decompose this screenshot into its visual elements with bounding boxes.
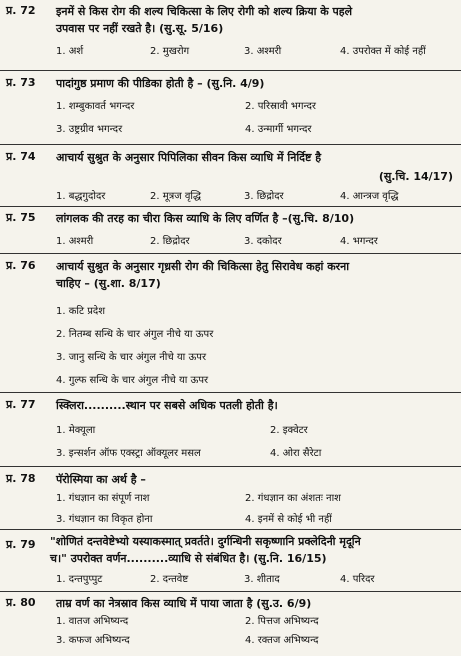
question-number: प्र. 79 — [6, 538, 36, 551]
option-1: 1. शम्बुकावर्त भगन्दर — [56, 101, 135, 112]
question-line: च।" उपरोक्त वर्णन..........व्याधि से संबंधित है। (सु.नि. 16/15) — [50, 552, 327, 565]
question-line: स्क्लिरा..........स्थान पर सबसे अधिक पतली होती है। — [56, 399, 278, 412]
question-text — [56, 3, 454, 37]
option-3: 3. शीताद — [244, 574, 280, 585]
option-2: 2. गंधज्ञान का अंशतः नाश — [245, 493, 341, 504]
option-4: 4. भगन्दर — [340, 236, 378, 247]
option-1: 1. गंधज्ञान का संपूर्ण नाश — [56, 493, 150, 504]
question-line: आचार्य सुश्रुत के अनुसार गृध्रसी रोग की चिकित्सा हेतु सिरावेध कहां करना — [56, 260, 350, 273]
option-4: 4. रक्तज अभिष्यन्द — [245, 635, 319, 646]
question-text — [56, 595, 454, 612]
option-2: 2. पित्तज अभिष्यन्द — [245, 616, 319, 627]
option-4: 4. उपरोक्त में कोई नहीं — [340, 46, 426, 57]
divider — [0, 253, 461, 254]
option-3: 3. कफज अभिष्यन्द — [56, 635, 130, 646]
question-line: "शोणितं दन्तवेष्टेभ्यो यस्याकस्मात् प्रवर्तते। दुर्गन्धिनी सकृष्णानि प्रक्लेदिनी मृदूनि — [50, 535, 361, 548]
option-2: 2. इक्वेटर — [270, 425, 308, 436]
option-4: 4. इनमें से कोई भी नहीं — [245, 514, 332, 525]
question-line: लांगलक की तरह का चीरा किस व्याधि के लिए वर्णित है –(सु.चि. 8/10) — [56, 212, 355, 225]
option-2: 2. मुखरोग — [150, 46, 190, 57]
option-1: 1. अश्मरी — [56, 236, 94, 247]
question-text — [56, 258, 454, 292]
option-3: 3. इन्सर्शन ऑफ एक्स्ट्रा ऑक्यूलर मसल — [56, 448, 201, 459]
question-line: पॅरोस्मिया का अर्थ है – — [56, 473, 146, 486]
option-1: 1. अर्श — [56, 46, 84, 57]
divider — [0, 70, 461, 71]
option-1: 1. मेक्यूला — [56, 425, 96, 436]
option-2: 2. मूत्रज वृद्धि — [150, 191, 201, 202]
question-line: आचार्य सुश्रुत के अनुसार पिपिलिका सीवन किस व्याधि में निर्दिष्ट है — [56, 151, 322, 164]
question-text — [50, 533, 455, 567]
divider — [0, 206, 461, 207]
question-number: प्र. 80 — [6, 596, 36, 609]
option-4: 4. ओरा सैरेटा — [270, 448, 322, 459]
divider — [0, 591, 461, 592]
question-text — [56, 397, 454, 414]
option-1: 1. दन्तपुप्पुट — [56, 574, 103, 585]
option-3: 3. गंधज्ञान का विकृत होना — [56, 514, 153, 525]
question-number: प्र. 77 — [6, 398, 36, 411]
option-4: 4. आन्त्रज वृद्धि — [340, 191, 399, 202]
option-3: 3. जानु सन्धि के चार अंगुल नीचे या ऊपर — [56, 352, 207, 363]
question-text — [56, 471, 454, 488]
reference: (सु.चि. 14/17) — [378, 170, 453, 183]
option-3: 3. दकोदर — [244, 236, 282, 247]
option-2: 2. नितम्ब सन्धि के चार अंगुल नीचे या ऊपर — [56, 329, 214, 340]
question-number: प्र. 73 — [6, 76, 36, 89]
option-3: 3. अश्मरी — [244, 46, 282, 57]
divider — [0, 529, 461, 530]
option-1: 1. वातज अभिष्यन्द — [56, 616, 129, 627]
question-line: चाहिए – (सु.शा. 8/17) — [56, 277, 161, 290]
option-1: 1. कटि प्रदेश — [56, 306, 106, 317]
question-line: ताम्र वर्ण का नेत्रस्राव किस व्याधि में पाया जाता है (सु.उ. 6/9) — [56, 597, 312, 610]
option-2: 2. छिद्रोदर — [150, 236, 190, 247]
option-3: 3. उष्ट्रग्रीव भगन्दर — [56, 124, 123, 135]
option-4: 4. गुल्फ सन्धि के चार अंगुल नीचे या ऊपर — [56, 375, 209, 386]
question-number: प्र. 78 — [6, 472, 36, 485]
question-line: उपवास पर नहीं रखते है। (सु.सू. 5/16) — [56, 22, 224, 35]
divider — [0, 144, 461, 145]
question-number: प्र. 76 — [6, 259, 36, 272]
question-number: प्र. 74 — [6, 150, 36, 163]
option-1: 1. बद्धगुदोदर — [56, 191, 106, 202]
question-line: इनमें से किस रोग की शल्य चिकित्सा के लिए रोगी को शल्य क्रिया के पहले — [56, 5, 353, 18]
question-text — [56, 210, 454, 227]
option-4: 4. उन्मार्गी भगन्दर — [245, 124, 312, 135]
question-number: प्र. 72 — [6, 4, 36, 17]
option-4: 4. परिदर — [340, 574, 375, 585]
option-2: 2. दन्तवेष्ट — [150, 574, 189, 585]
divider — [0, 466, 461, 467]
question-text — [56, 149, 454, 166]
question-number: प्र. 75 — [6, 211, 36, 224]
option-2: 2. परिस्रावी भगन्दर — [245, 101, 317, 112]
question-text — [56, 75, 454, 92]
question-line: पादांगुष्ठ प्रमाण की पीडिका होती है – (सु.नि. 4/9) — [56, 77, 265, 90]
divider — [0, 392, 461, 393]
option-3: 3. छिद्रोदर — [244, 191, 284, 202]
